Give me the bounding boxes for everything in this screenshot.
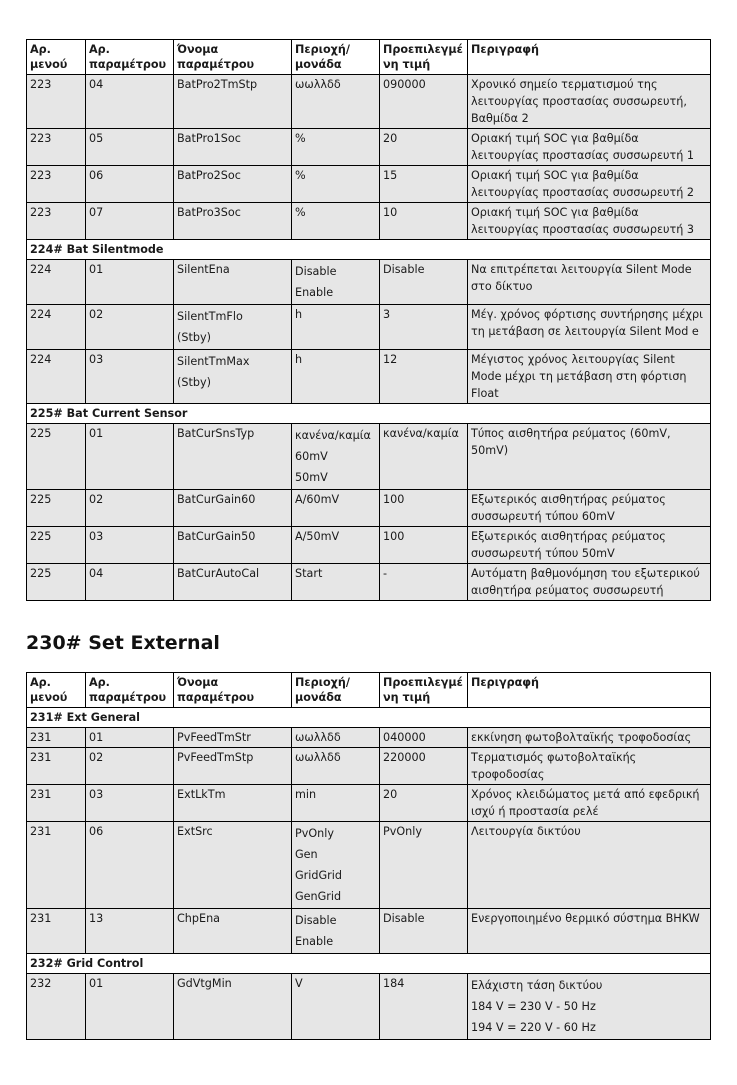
cell-name: BatPro2Soc <box>174 166 292 203</box>
cell-range: % <box>292 166 380 203</box>
cell-menu: 224 <box>27 305 86 350</box>
cell-default: 220000 <box>380 748 468 785</box>
group-row-ext-general <box>27 708 711 728</box>
cell-name: SilentTmMax (Stby) <box>174 350 292 404</box>
table-header-row <box>27 673 711 708</box>
cell-default: 10 <box>380 203 468 240</box>
cell-menu: 232 <box>27 974 86 1040</box>
cell-param: 03 <box>86 350 174 404</box>
cell-range: κανένα/καμία 60mV 50mV <box>292 424 380 490</box>
cell-default: 12 <box>380 350 468 404</box>
cell-description: Οριακή τιμή SOC για βαθμίδα λειτουργίας προστασίας συσσωρευτή 1 <box>468 129 711 166</box>
cell-description: Μέγιστος χρόνος λειτουργίας Silent Mode μέχρι τη μετάβαση στη φόρτιση Float <box>468 350 711 404</box>
cell-param: 01 <box>86 974 174 1040</box>
cell-name: BatPro3Soc <box>174 203 292 240</box>
cell-default: 040000 <box>380 728 468 748</box>
cell-param: 13 <box>86 909 174 954</box>
cell-name: BatCurAutoCal <box>174 564 292 601</box>
cell-description: Χρόνος κλειδώματος μετά από εφεδρική ισχύ ή προστασία ρελέ <box>468 785 711 822</box>
cell-description: εκκίνηση φωτοβολταϊκής τροφοδοσίας <box>468 728 711 748</box>
header-menu-no: Αρ. μενού <box>27 673 86 708</box>
table-row <box>27 75 711 129</box>
cell-description: Μέγ. χρόνος φόρτισης συντήρησης μέχρι τη μετάβαση σε λειτουργία Silent Mod e <box>468 305 711 350</box>
cell-param: 02 <box>86 305 174 350</box>
table-row <box>27 974 711 1040</box>
table-row <box>27 203 711 240</box>
cell-param: 03 <box>86 785 174 822</box>
cell-name: GdVtgMin <box>174 974 292 1040</box>
cell-name: PvFeedTmStr <box>174 728 292 748</box>
cell-description: Εξωτερικός αισθητήρας ρεύματος συσσωρευτή τύπου 60mV <box>468 490 711 527</box>
cell-name: BatCurSnsTyp <box>174 424 292 490</box>
cell-description: Οριακή τιμή SOC για βαθμίδα λειτουργίας προστασίας συσσωρευτή 2 <box>468 166 711 203</box>
cell-default: κανένα/καμία <box>380 424 468 490</box>
cell-menu: 225 <box>27 527 86 564</box>
cell-menu: 223 <box>27 203 86 240</box>
cell-range: V <box>292 974 380 1040</box>
cell-param: 01 <box>86 424 174 490</box>
cell-menu: 224 <box>27 350 86 404</box>
header-default: Προεπιλεγμέ νη τιμή <box>380 673 468 708</box>
cell-menu: 225 <box>27 424 86 490</box>
cell-description: Εξωτερικός αισθητήρας ρεύματος συσσωρευτή τύπου 50mV <box>468 527 711 564</box>
cell-name: PvFeedTmStp <box>174 748 292 785</box>
cell-menu: 231 <box>27 822 86 909</box>
cell-default: 3 <box>380 305 468 350</box>
cell-param: 07 <box>86 203 174 240</box>
table-row <box>27 728 711 748</box>
cell-description: Ελάχιστη τάση δικτύου 184 V = 230 V - 50 Hz 194 V = 220 V - 60 Hz <box>468 974 711 1040</box>
cell-menu: 231 <box>27 748 86 785</box>
parameter-table-batteries <box>26 39 711 601</box>
table-row <box>27 129 711 166</box>
cell-range: h <box>292 350 380 404</box>
cell-name: BatCurGain60 <box>174 490 292 527</box>
section-title: 230# Set External <box>26 632 220 654</box>
table-row <box>27 424 711 490</box>
header-default: Προεπιλεγμέ νη τιμή <box>380 40 468 75</box>
table-header-row <box>27 40 711 75</box>
table-row <box>27 166 711 203</box>
cell-default: 20 <box>380 129 468 166</box>
cell-menu: 225 <box>27 490 86 527</box>
cell-name: ExtSrc <box>174 822 292 909</box>
cell-menu: 231 <box>27 728 86 748</box>
cell-range: Disable Enable <box>292 260 380 305</box>
cell-name: ChpEna <box>174 909 292 954</box>
group-row-current-sensor <box>27 404 711 424</box>
cell-description: Τύπος αισθητήρα ρεύματος (60mV, 50mV) <box>468 424 711 490</box>
cell-param: 01 <box>86 728 174 748</box>
cell-name: SilentEna <box>174 260 292 305</box>
table-row <box>27 785 711 822</box>
table-row <box>27 260 711 305</box>
cell-description: Λειτουργία δικτύου <box>468 822 711 909</box>
cell-description: Να επιτρέπεται λειτουργία Silent Mode στο δίκτυο <box>468 260 711 305</box>
cell-param: 06 <box>86 822 174 909</box>
cell-range: ωωλλδδ <box>292 75 380 129</box>
cell-menu: 231 <box>27 785 86 822</box>
cell-default: - <box>380 564 468 601</box>
cell-description: Ενεργοποιημένο θερμικό σύστημα BHKW <box>468 909 711 954</box>
cell-range: Start <box>292 564 380 601</box>
cell-range: Disable Enable <box>292 909 380 954</box>
cell-param: 05 <box>86 129 174 166</box>
cell-range: ωωλλδδ <box>292 748 380 785</box>
cell-name: ExtLkTm <box>174 785 292 822</box>
header-param-name: Όνομα παραμέτρου <box>174 40 292 75</box>
cell-param: 01 <box>86 260 174 305</box>
cell-default: 20 <box>380 785 468 822</box>
cell-param: 02 <box>86 748 174 785</box>
cell-range: ωωλλδδ <box>292 728 380 748</box>
cell-default: Disable <box>380 909 468 954</box>
cell-default: 15 <box>380 166 468 203</box>
cell-menu: 223 <box>27 75 86 129</box>
cell-range: A/50mV <box>292 527 380 564</box>
header-param-no: Αρ. παραμέτρου <box>86 673 174 708</box>
cell-range: h <box>292 305 380 350</box>
group-title: 231# Ext General <box>27 708 711 728</box>
cell-param: 04 <box>86 564 174 601</box>
cell-default: 090000 <box>380 75 468 129</box>
cell-name: BatCurGain50 <box>174 527 292 564</box>
table-row <box>27 305 711 350</box>
cell-description: Χρονικό σημείο τερματισμού της λειτουργίας προστασίας συσσωρευτή, Βαθμίδα 2 <box>468 75 711 129</box>
cell-param: 04 <box>86 75 174 129</box>
cell-menu: 231 <box>27 909 86 954</box>
cell-default: PvOnly <box>380 822 468 909</box>
cell-default: 100 <box>380 527 468 564</box>
table-row <box>27 748 711 785</box>
cell-param: 03 <box>86 527 174 564</box>
header-param-name: Όνομα παραμέτρου <box>174 673 292 708</box>
cell-menu: 223 <box>27 166 86 203</box>
parameter-table-external <box>26 672 711 1040</box>
cell-param: 02 <box>86 490 174 527</box>
table-row <box>27 350 711 404</box>
table-row <box>27 909 711 954</box>
header-description: Περιγραφή <box>468 40 711 75</box>
cell-default: 184 <box>380 974 468 1040</box>
cell-name: SilentTmFlo (Stby) <box>174 305 292 350</box>
group-row-silentmode <box>27 240 711 260</box>
cell-param: 06 <box>86 166 174 203</box>
cell-description: Τερματισμός φωτοβολταϊκής τροφοδοσίας <box>468 748 711 785</box>
header-description: Περιγραφή <box>468 673 711 708</box>
group-title: 225# Bat Current Sensor <box>27 404 711 424</box>
header-range-unit: Περιοχή/ μονάδα <box>292 673 380 708</box>
cell-range: % <box>292 203 380 240</box>
cell-description: Οριακή τιμή SOC για βαθμίδα λειτουργίας προστασίας συσσωρευτή 3 <box>468 203 711 240</box>
cell-range: PvOnly Gen GridGrid GenGrid <box>292 822 380 909</box>
cell-menu: 224 <box>27 260 86 305</box>
cell-name: BatPro2TmStp <box>174 75 292 129</box>
cell-name: BatPro1Soc <box>174 129 292 166</box>
group-title: 224# Bat Silentmode <box>27 240 711 260</box>
table-row <box>27 490 711 527</box>
table-row <box>27 822 711 909</box>
cell-default: Disable <box>380 260 468 305</box>
group-row-grid-control <box>27 954 711 974</box>
header-range-unit: Περιοχή/ μονάδα <box>292 40 380 75</box>
cell-range: A/60mV <box>292 490 380 527</box>
cell-menu: 223 <box>27 129 86 166</box>
header-menu-no: Αρ. μενού <box>27 40 86 75</box>
cell-range: % <box>292 129 380 166</box>
cell-range: min <box>292 785 380 822</box>
cell-description: Αυτόματη βαθμονόμηση του εξωτερικού αισθητήρα ρεύματος συσσωρευτή <box>468 564 711 601</box>
table-row <box>27 564 711 601</box>
table-row <box>27 527 711 564</box>
group-title: 232# Grid Control <box>27 954 711 974</box>
cell-menu: 225 <box>27 564 86 601</box>
cell-default: 100 <box>380 490 468 527</box>
header-param-no: Αρ. παραμέτρου <box>86 40 174 75</box>
